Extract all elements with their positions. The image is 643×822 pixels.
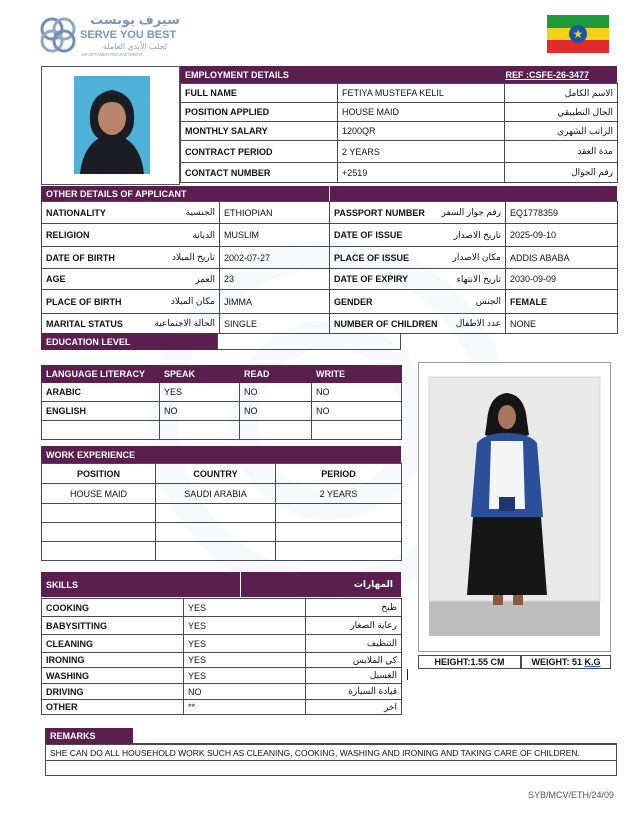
skill-babysitting-value: YES [184,617,306,635]
arabic-date-of-birth: تاريخ الميلاد [138,247,220,269]
skills-header [41,572,401,597]
skill-other-value: ** [184,700,306,715]
logo-arabic-sub: لجلب الأيدي العاملة [102,42,168,51]
label-number-of-children: NUMBER OF CHILDREN [330,314,412,334]
label-full-name: FULL NAME [181,84,338,103]
skills-header-divider [240,572,241,597]
work-position: HOUSE MAID [42,484,156,504]
skill-babysitting-arabic: رعاية الصغار [306,617,402,635]
lang-arabic: ARABIC [42,383,160,402]
arabic-age: العمر [138,269,220,290]
logo-english: SERVE YOU BEST [80,29,177,41]
value-place-of-issue: ADDIS ABABA [506,247,618,269]
label-age: AGE [42,269,138,290]
work-empty-position [42,542,156,561]
work-header-period: PERIOD [276,464,402,484]
lang-arabic-speak: YES [160,383,240,402]
other-details-title: OTHER DETAILS OF APPLICANT [46,188,187,199]
ref-number: REF :CSFE-26-3477 [505,69,589,80]
value-position-applied: HOUSE MAID [338,103,505,122]
work-empty-period [276,523,402,542]
value-number-of-children: NONE [506,314,618,334]
arabic-place-of-birth: مكان الميلاد [138,290,220,314]
value-marital-status: SINGLE [220,314,330,334]
skill-washing-value: YES [184,668,306,684]
language-table [41,365,402,440]
skill-cooking-value: YES [184,599,306,617]
logo-arabic: سيرف يوبست [90,12,180,27]
label-marital-status: MARITAL STATUS [42,314,138,334]
skill-driving-value: NO [184,684,306,700]
label-position-applied: POSITION APPLIED [181,103,338,122]
education-level-header [41,333,217,350]
label-contract-period: CONTRACT PERIOD [181,141,338,163]
work-empty-country [156,504,276,523]
employment-details-table [180,83,618,183]
skill-ironing: IRONING [42,653,184,668]
value-religion: MUSLIM [220,224,330,247]
arabic-monthly-salary: الراتب الشهري [505,122,618,141]
skill-ironing-value: YES [184,653,306,668]
skills-title-arabic: المهارات [353,579,393,589]
weight-label [521,655,611,669]
lang-empty [42,421,160,440]
value-contract-period: 2 YEARS [338,141,505,163]
work-empty-period [276,542,402,561]
ethiopia-flag [547,15,609,53]
skills-table [41,598,402,715]
value-passport-number: EQ1778359 [506,202,618,224]
work-experience-table [41,463,402,561]
skill-driving-arabic: قيادة السيارة [306,684,402,700]
work-empty-position [42,504,156,523]
label-date-of-issue: DATE OF ISSUE [330,224,412,247]
height-label: HEIGHT:1.55 CM [418,655,521,669]
lang-empty-read [240,421,312,440]
work-experience-header [41,446,401,463]
lang-arabic-read: NO [240,383,312,402]
text-cursor [407,669,408,680]
skill-cleaning-arabic: التنظيف [306,635,402,653]
value-date-of-birth: 2002-07-27 [220,247,330,269]
work-header-position: POSITION [42,464,156,484]
arabic-full-name: الاسم الكامل [505,84,618,103]
arabic-passport-number: رقم جواز السفر [412,202,506,224]
lang-english: ENGLISH [42,402,160,421]
arabic-nationality: الجنسية [138,202,220,224]
lang-english-speak: NO [160,402,240,421]
employment-details-title: EMPLOYMENT DETAILS [185,69,289,80]
value-gender: FEMALE [506,290,618,314]
arabic-date-of-expiry: تاريخ الانتهاء [412,269,506,290]
footer-code: SYB/MCV/ETH/24/09 [527,790,614,800]
skill-cleaning: CLEANING [42,635,184,653]
lang-header-literacy: LANGUAGE LITERACY [42,366,160,383]
logo-knot-icon [38,14,78,56]
education-level-value [217,333,401,350]
label-monthly-salary: MONTHLY SALARY [181,122,338,141]
lang-arabic-write: NO [312,383,402,402]
remarks-title: REMARKS [50,731,96,741]
lang-empty-speak [160,421,240,440]
flag-emblem-icon: ★ [569,25,587,43]
value-age: 23 [220,269,330,290]
value-monthly-salary: 1200QR [338,122,505,141]
label-place-of-birth: PLACE OF BIRTH [42,290,138,314]
arabic-date-of-issue: تاريخ الاصدار [412,224,506,247]
value-place-of-birth: JIMMA [220,290,330,314]
work-empty-country [156,542,276,561]
employment-details-header [180,66,617,83]
arabic-marital-status: الحالة الاجتماعية [138,314,220,334]
work-empty-period [276,504,402,523]
weight-value: WEIGHT: 51 [531,657,585,667]
label-religion: RELIGION [42,224,138,247]
company-logo [38,14,188,60]
label-date-of-expiry: DATE OF EXPIRY [330,269,412,290]
value-contact-number: +2519 [338,163,505,183]
skill-other-arabic: اخر [306,700,402,715]
work-empty-country [156,523,276,542]
work-experience-title: WORK EXPERIENCE [46,449,136,460]
arabic-gender: الجنس [412,290,506,314]
value-date-of-issue: 2025-09-10 [506,224,618,247]
label-place-of-issue: PLACE OF ISSUE [330,247,412,269]
arabic-place-of-issue: مكان الاصدار [412,247,506,269]
label-date-of-birth: DATE OF BIRTH [42,247,138,269]
value-nationality: ETHIOPIAN [220,202,330,224]
work-header-country: COUNTRY [156,464,276,484]
label-contact-number: CONTACT NUMBER [181,163,338,183]
remarks-empty-line [45,761,617,776]
arabic-position-applied: الحال التطبيقي [505,103,618,122]
value-date-of-expiry: 2030-09-09 [506,269,618,290]
skill-washing: WASHING [42,668,184,684]
portrait-photo-frame [41,66,180,185]
label-nationality: NATIONALITY [42,202,138,224]
portrait-photo [74,76,150,174]
lang-header-write: WRITE [312,366,402,383]
work-period: 2 YEARS [276,484,402,504]
work-country: SAUDI ARABIA [156,484,276,504]
arabic-contact-number: رقم الجوال [505,163,618,183]
lang-english-write: NO [312,402,402,421]
full-body-photo [429,377,600,636]
lang-empty-write [312,421,402,440]
label-gender: GENDER [330,290,412,314]
skill-cooking: COOKING [42,599,184,617]
skills-title: SKILLS [46,579,79,590]
skill-other: OTHER [42,700,184,715]
weight-unit: K.G [584,657,601,667]
logo-english-sub: MANPOWER RECRUITMENT [82,52,143,57]
skill-washing-arabic: الغسيل [306,668,402,684]
skill-cleaning-value: YES [184,635,306,653]
remarks-header [45,728,133,744]
skill-driving: DRIVING [42,684,184,700]
arabic-contract-period: مدة العقد [505,141,618,163]
other-details-table [41,201,618,334]
skill-cooking-arabic: طبخ [306,599,402,617]
lang-header-speak: SPEAK [160,366,240,383]
lang-english-read: NO [240,402,312,421]
work-empty-position [42,523,156,542]
value-full-name: FETIYA MUSTEFA KELIL [338,84,505,103]
education-level-title: EDUCATION LEVEL [46,336,131,347]
arabic-number-of-children: عدد الاطفال [412,314,506,334]
full-body-photo-frame [418,362,611,652]
lang-header-read: READ [240,366,312,383]
arabic-religion: الديانة [138,224,220,247]
label-passport-number: PASSPORT NUMBER [330,202,412,224]
other-details-header-divider [329,186,330,201]
remarks-text: SHE CAN DO ALL HOUSEHOLD WORK SUCH AS CLEANING, COOKING, WASHING AND IRONING AND TAKING CARE OF CHILDREN. [45,744,617,761]
skill-ironing-arabic: كي الملابس [306,653,402,668]
skill-babysitting: BABYSITTING [42,617,184,635]
